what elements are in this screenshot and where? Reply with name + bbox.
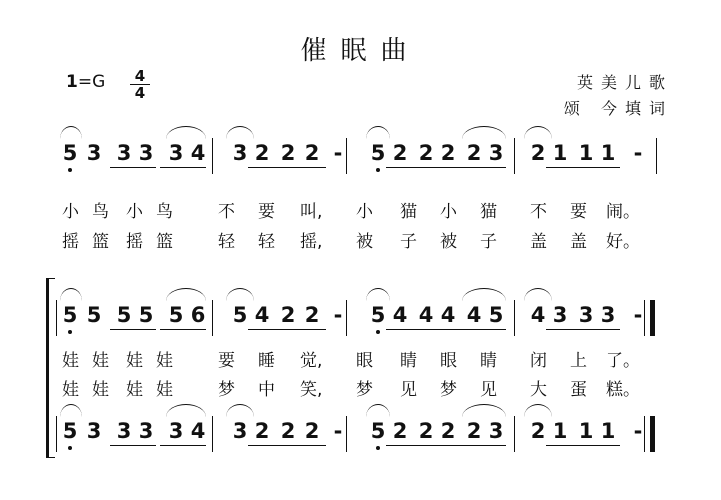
lyrics-line-2 [0,227,721,251]
eighth-underline [596,445,620,446]
slur [226,404,254,417]
eighth-underline [460,167,506,168]
lyric-word: 轻 [218,232,235,252]
slur [166,288,206,301]
note: - [333,303,343,327]
lyric-word: 中 [258,380,275,400]
note: 2 [392,419,408,443]
lyric-word: 笑, [300,380,323,400]
note: 2 [280,419,296,443]
lyric-word: 睛 [400,351,417,371]
note: 5 [62,141,78,165]
lyric-word: 要 [218,351,235,371]
note: 3 [232,419,248,443]
notation-row-3 [0,402,721,462]
note: 1 [578,141,594,165]
lyric-word: 蛋 [570,380,587,400]
note: 3 [86,419,102,443]
final-barline [650,300,655,336]
note: 5 [62,419,78,443]
lyrics-line-1 [0,197,721,221]
eighth-underline [410,167,436,168]
note: - [633,141,643,165]
note: 3 [600,303,616,327]
eighth-underline [160,167,206,168]
low-octave-dot [376,446,380,450]
lyric-word: 不 [218,202,235,222]
notation-row-2 [0,286,721,346]
lyric-word: 叫, [300,202,323,222]
note: 3 [488,141,504,165]
note: 3 [168,141,184,165]
lyric-word: 被 [440,232,457,252]
lyric-word: 睛 [480,351,497,371]
lyric-word: 上 [570,351,587,371]
note: 4 [466,303,482,327]
eighth-underline [248,329,276,330]
lyric-word: 篮 [156,232,173,252]
barline [514,138,515,174]
note: 4 [190,419,206,443]
note: 1 [552,419,568,443]
time-signature-top: 4 [134,67,146,85]
note: 2 [280,141,296,165]
lyric-word: 被 [356,232,373,252]
note: - [333,419,343,443]
eighth-underline [546,329,570,330]
lyric-word: 娃 [92,351,109,371]
note: 3 [232,141,248,165]
note: 4 [530,303,546,327]
time-signature [130,69,150,100]
slur [166,126,206,139]
eighth-underline [276,167,326,168]
lyric-word: 眼 [356,351,373,371]
barline [346,416,347,452]
lyric-word: 要 [570,202,587,222]
slur [366,126,390,139]
lyric-word: 闭 [530,351,547,371]
lyric-word: 摇, [300,232,323,252]
note: 2 [304,141,320,165]
note: 3 [138,141,154,165]
eighth-underline [436,167,460,168]
lyric-word: 小 [62,202,79,222]
key-equals: = [77,72,93,92]
slur [226,288,254,301]
note: - [633,303,643,327]
note: 3 [552,303,568,327]
note: 4 [440,303,456,327]
key-degree: 1 [66,72,78,92]
note: 2 [254,141,270,165]
eighth-underline [546,445,570,446]
low-octave-dot [376,168,380,172]
key-tonic: G [92,72,106,92]
lyric-word: 盖 [530,232,547,252]
slur [166,404,206,417]
slur [60,288,82,301]
note: 2 [254,419,270,443]
note: 3 [116,419,132,443]
barline [656,138,657,174]
eighth-underline [596,167,620,168]
opening-barline [56,416,57,452]
note: 5 [370,419,386,443]
note: - [333,141,343,165]
slur [462,288,506,301]
barline [212,416,213,452]
lyric-word: 眼 [440,351,457,371]
note: 5 [62,303,78,327]
lyric-word: 睡 [258,351,275,371]
note: 2 [304,303,320,327]
eighth-underline [110,329,156,330]
time-signature-bottom: 4 [134,84,146,102]
lyrics-line-3 [0,346,721,370]
slur [366,404,390,417]
opening-barline [56,300,57,336]
eighth-underline [436,445,460,446]
note: 2 [530,141,546,165]
slur [462,126,506,139]
note: 3 [138,419,154,443]
note: 3 [116,141,132,165]
note: 2 [304,419,320,443]
lyric-word: 摇 [62,232,79,252]
lyric-word: 梦 [440,380,457,400]
eighth-underline [110,445,156,446]
note: 4 [190,141,206,165]
low-octave-dot [68,446,72,450]
eighth-underline [410,329,436,330]
lyric-word: 娃 [126,351,143,371]
eighth-underline [570,167,596,168]
slur [524,404,552,417]
barline [212,138,213,174]
eighth-underline [160,329,206,330]
barline [346,300,347,336]
lyric-word: 小 [356,202,373,222]
lyric-word: 不 [530,202,547,222]
note: 4 [392,303,408,327]
note: 5 [86,303,102,327]
key-signature [66,72,105,92]
lyric-word: 糕。 [606,380,640,400]
barline [346,138,347,174]
slur [524,288,552,301]
note: 3 [86,141,102,165]
music-credit: 英美儿歌 [576,73,673,92]
note: 5 [116,303,132,327]
note: 5 [488,303,504,327]
lyric-word: 娃 [62,351,79,371]
barline [212,300,213,336]
lyric-word: 大 [530,380,547,400]
note: 6 [190,303,206,327]
note: 1 [600,141,616,165]
low-octave-dot [68,168,72,172]
lyric-word: 见 [480,380,497,400]
lyric-word: 子 [400,232,417,252]
eighth-underline [460,445,506,446]
song-title: 催眠曲 [300,36,421,66]
lyric-word: 鸟 [156,202,173,222]
note: 2 [418,141,434,165]
note: 4 [254,303,270,327]
eighth-underline [570,329,596,330]
note: 5 [138,303,154,327]
lyric-word: 轻 [258,232,275,252]
eighth-underline [248,167,276,168]
lyric-word: 猫 [400,202,417,222]
eighth-underline [110,167,156,168]
low-octave-dot [68,330,72,334]
lyric-word: 梦 [356,380,373,400]
eighth-underline [410,445,436,446]
lyric-word: 篮 [92,232,109,252]
eighth-underline [596,329,620,330]
eighth-underline [276,329,326,330]
note: 1 [578,419,594,443]
barline [514,300,515,336]
eighth-underline [460,329,506,330]
lyric-word: 盖 [570,232,587,252]
note: 2 [392,141,408,165]
note: 2 [466,419,482,443]
lyric-word: 要 [258,202,275,222]
note: 2 [418,419,434,443]
barline [514,416,515,452]
lyric-word: 娃 [126,380,143,400]
eighth-underline [276,445,326,446]
note: 5 [232,303,248,327]
note: 4 [418,303,434,327]
slur [60,126,82,139]
lyric-word: 小 [440,202,457,222]
eighth-underline [570,445,596,446]
lyrics-line-4 [0,375,721,399]
lyric-word: 小 [126,202,143,222]
lyric-word: 摇 [126,232,143,252]
note: 3 [168,419,184,443]
note: 3 [578,303,594,327]
eighth-underline [386,329,410,330]
note: 2 [440,141,456,165]
final-barline [650,416,655,452]
note: - [633,419,643,443]
note: 1 [600,419,616,443]
lyric-word: 娃 [156,351,173,371]
note: 1 [552,141,568,165]
note: 2 [530,419,546,443]
eighth-underline [160,445,206,446]
lyric-word: 娃 [92,380,109,400]
note: 5 [370,141,386,165]
lyric-word: 见 [400,380,417,400]
lyric-word: 娃 [156,380,173,400]
note: 2 [280,303,296,327]
lyric-word: 娃 [62,380,79,400]
note: 5 [168,303,184,327]
lyric-word: 闹。 [606,202,640,222]
note: 2 [440,419,456,443]
slur [524,126,552,139]
lyric-word: 子 [480,232,497,252]
eighth-underline [386,445,410,446]
lyric-word: 觉, [300,351,323,371]
eighth-underline [248,445,276,446]
note: 3 [488,419,504,443]
slur [226,126,254,139]
eighth-underline [436,329,460,330]
notation-row-1 [0,124,721,184]
low-octave-dot [376,330,380,334]
slur [366,288,390,301]
note: 5 [370,303,386,327]
slur [462,404,506,417]
eighth-underline [546,167,570,168]
lyric-word: 好。 [606,232,640,252]
barline [644,416,645,452]
lyric-word: 猫 [480,202,497,222]
lyric-word: 鸟 [92,202,109,222]
lyric-word: 梦 [218,380,235,400]
lyric-word: 了。 [606,351,640,371]
slur [60,404,82,417]
note: 2 [466,141,482,165]
barline [644,300,645,336]
eighth-underline [386,167,410,168]
lyrics-credit: 颂 今填词 [563,99,673,118]
